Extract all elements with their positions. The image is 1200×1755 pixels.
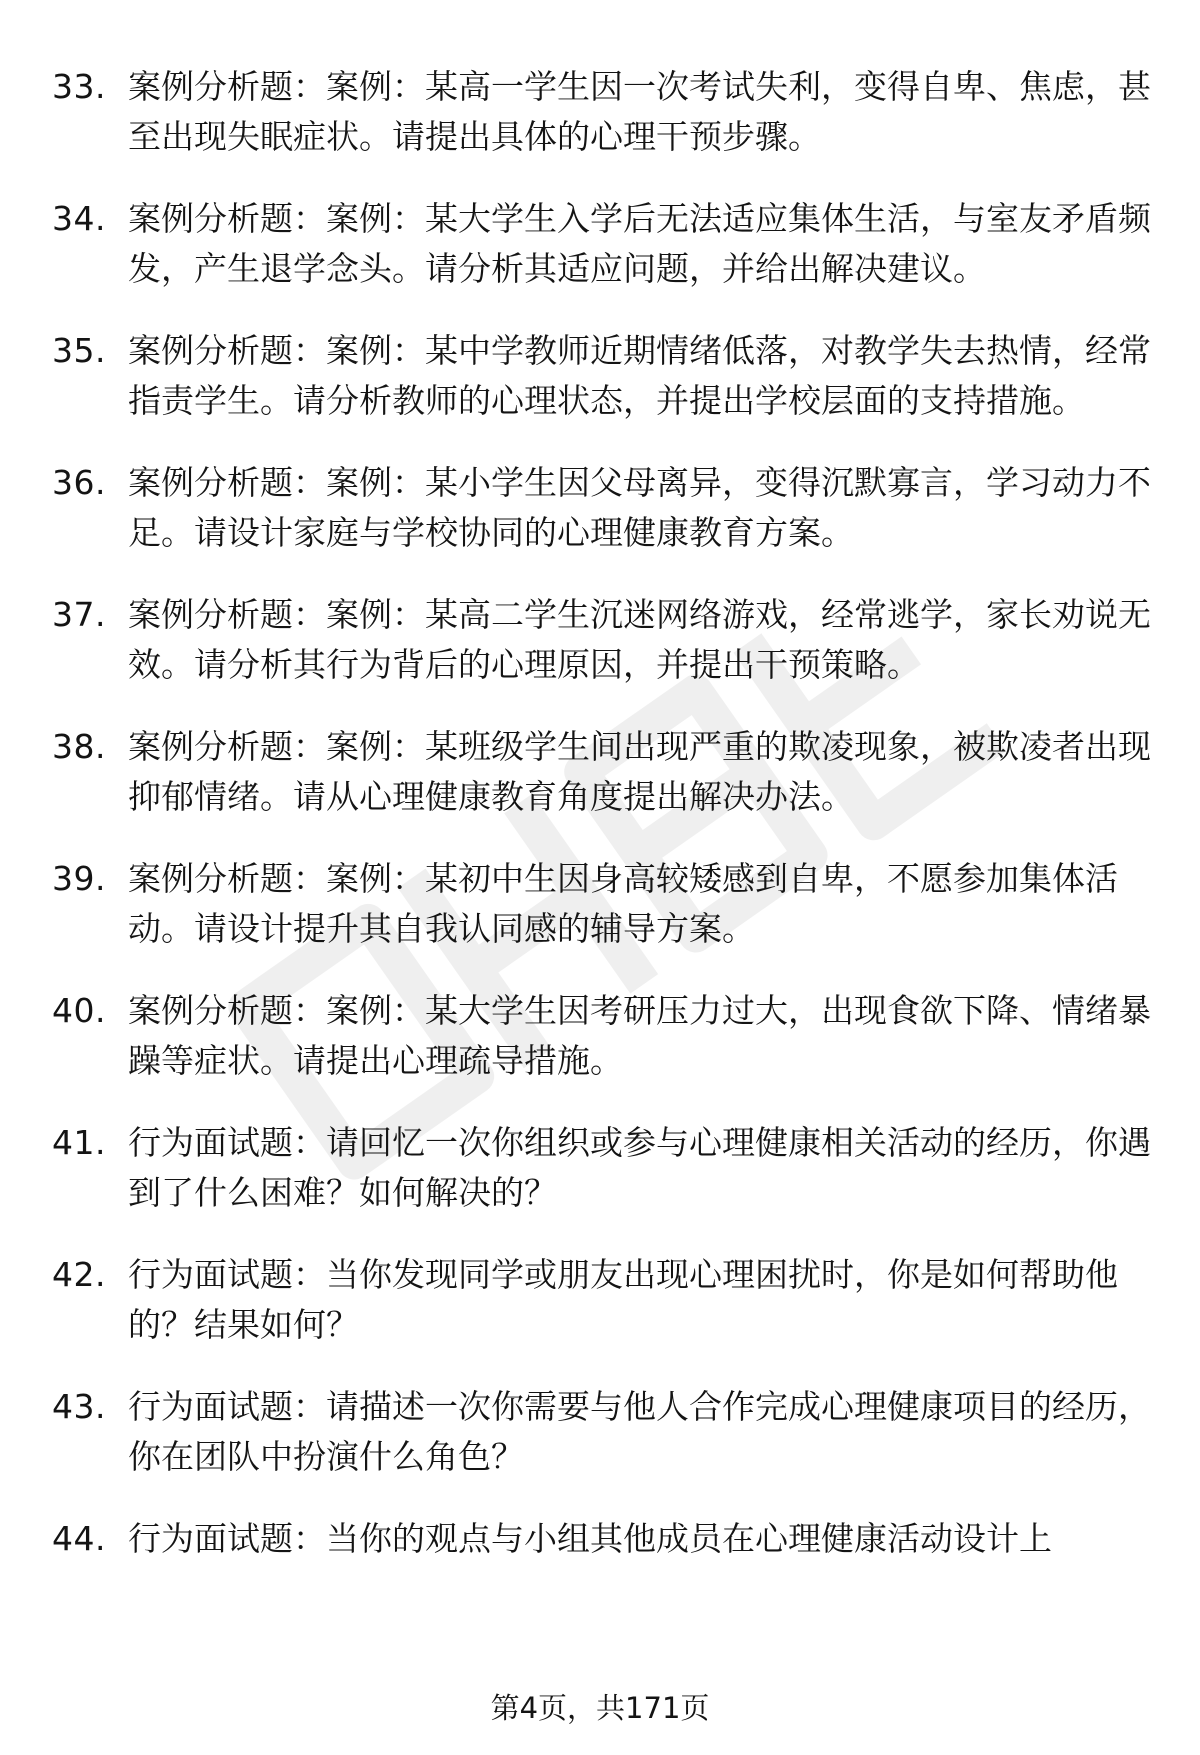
question-list [52,62,1152,1596]
question-text: 行为面试题：当你的观点与小组其他成员在心理健康活动设计上 [128,1519,1052,1558]
question-item [52,854,1152,954]
question-item [52,1382,1152,1482]
question-text: 案例分析题：案例：某高一学生因一次考试失利，变得自卑、焦虑，甚至出现失眠症状。请提出具体的心理干预步骤。 [128,67,1151,156]
question-item [52,1118,1152,1218]
question-number: 38. [52,727,106,766]
question-item [52,722,1152,822]
question-item [52,62,1152,162]
question-number: 33. [52,67,106,106]
question-number: 41. [52,1123,106,1162]
question-item [52,326,1152,426]
question-item [52,1514,1152,1564]
question-item [52,1250,1152,1350]
question-number: 37. [52,595,106,634]
question-number: 44. [52,1519,106,1558]
question-text: 案例分析题：案例：某小学生因父母离异，变得沉默寡言，学习动力不足。请设计家庭与学校协同的心理健康教育方案。 [128,463,1151,552]
question-item [52,458,1152,558]
question-text: 案例分析题：案例：某中学教师近期情绪低落，对教学失去热情，经常指责学生。请分析教师的心理状态，并提出学校层面的支持措施。 [128,331,1151,420]
question-text: 行为面试题：当你发现同学或朋友出现心理困扰时，你是如何帮助他的？结果如何？ [128,1255,1118,1344]
question-number: 40. [52,991,106,1030]
question-number: 35. [52,331,106,370]
question-item [52,194,1152,294]
question-text: 行为面试题：请描述一次你需要与他人合作完成心理健康项目的经历，你在团队中扮演什么角色？ [128,1387,1151,1476]
question-text: 行为面试题：请回忆一次你组织或参与心理健康相关活动的经历，你遇到了什么困难？如何解决的？ [128,1123,1151,1212]
question-text: 案例分析题：案例：某班级学生间出现严重的欺凌现象，被欺凌者出现抑郁情绪。请从心理健康教育角度提出解决办法。 [128,727,1151,816]
question-number: 34. [52,199,106,238]
question-item [52,986,1152,1086]
question-number: 42. [52,1255,106,1294]
question-number: 36. [52,463,106,502]
question-text: 案例分析题：案例：某大学生因考研压力过大，出现食欲下降、情绪暴躁等症状。请提出心理疏导措施。 [128,991,1151,1080]
question-number: 39. [52,859,106,898]
question-number: 43. [52,1387,106,1426]
question-text: 案例分析题：案例：某初中生因身高较矮感到自卑，不愿参加集体活动。请设计提升其自我认同感的辅导方案。 [128,859,1118,948]
question-item [52,590,1152,690]
question-text: 案例分析题：案例：某大学生入学后无法适应集体生活，与室友矛盾频发，产生退学念头。请分析其适应问题，并给出解决建议。 [128,199,1151,288]
page-footer: 第4页，共171页 [490,1691,710,1725]
question-text: 案例分析题：案例：某高二学生沉迷网络游戏，经常逃学，家长劝说无效。请分析其行为背后的心理原因，并提出干预策略。 [128,595,1151,684]
